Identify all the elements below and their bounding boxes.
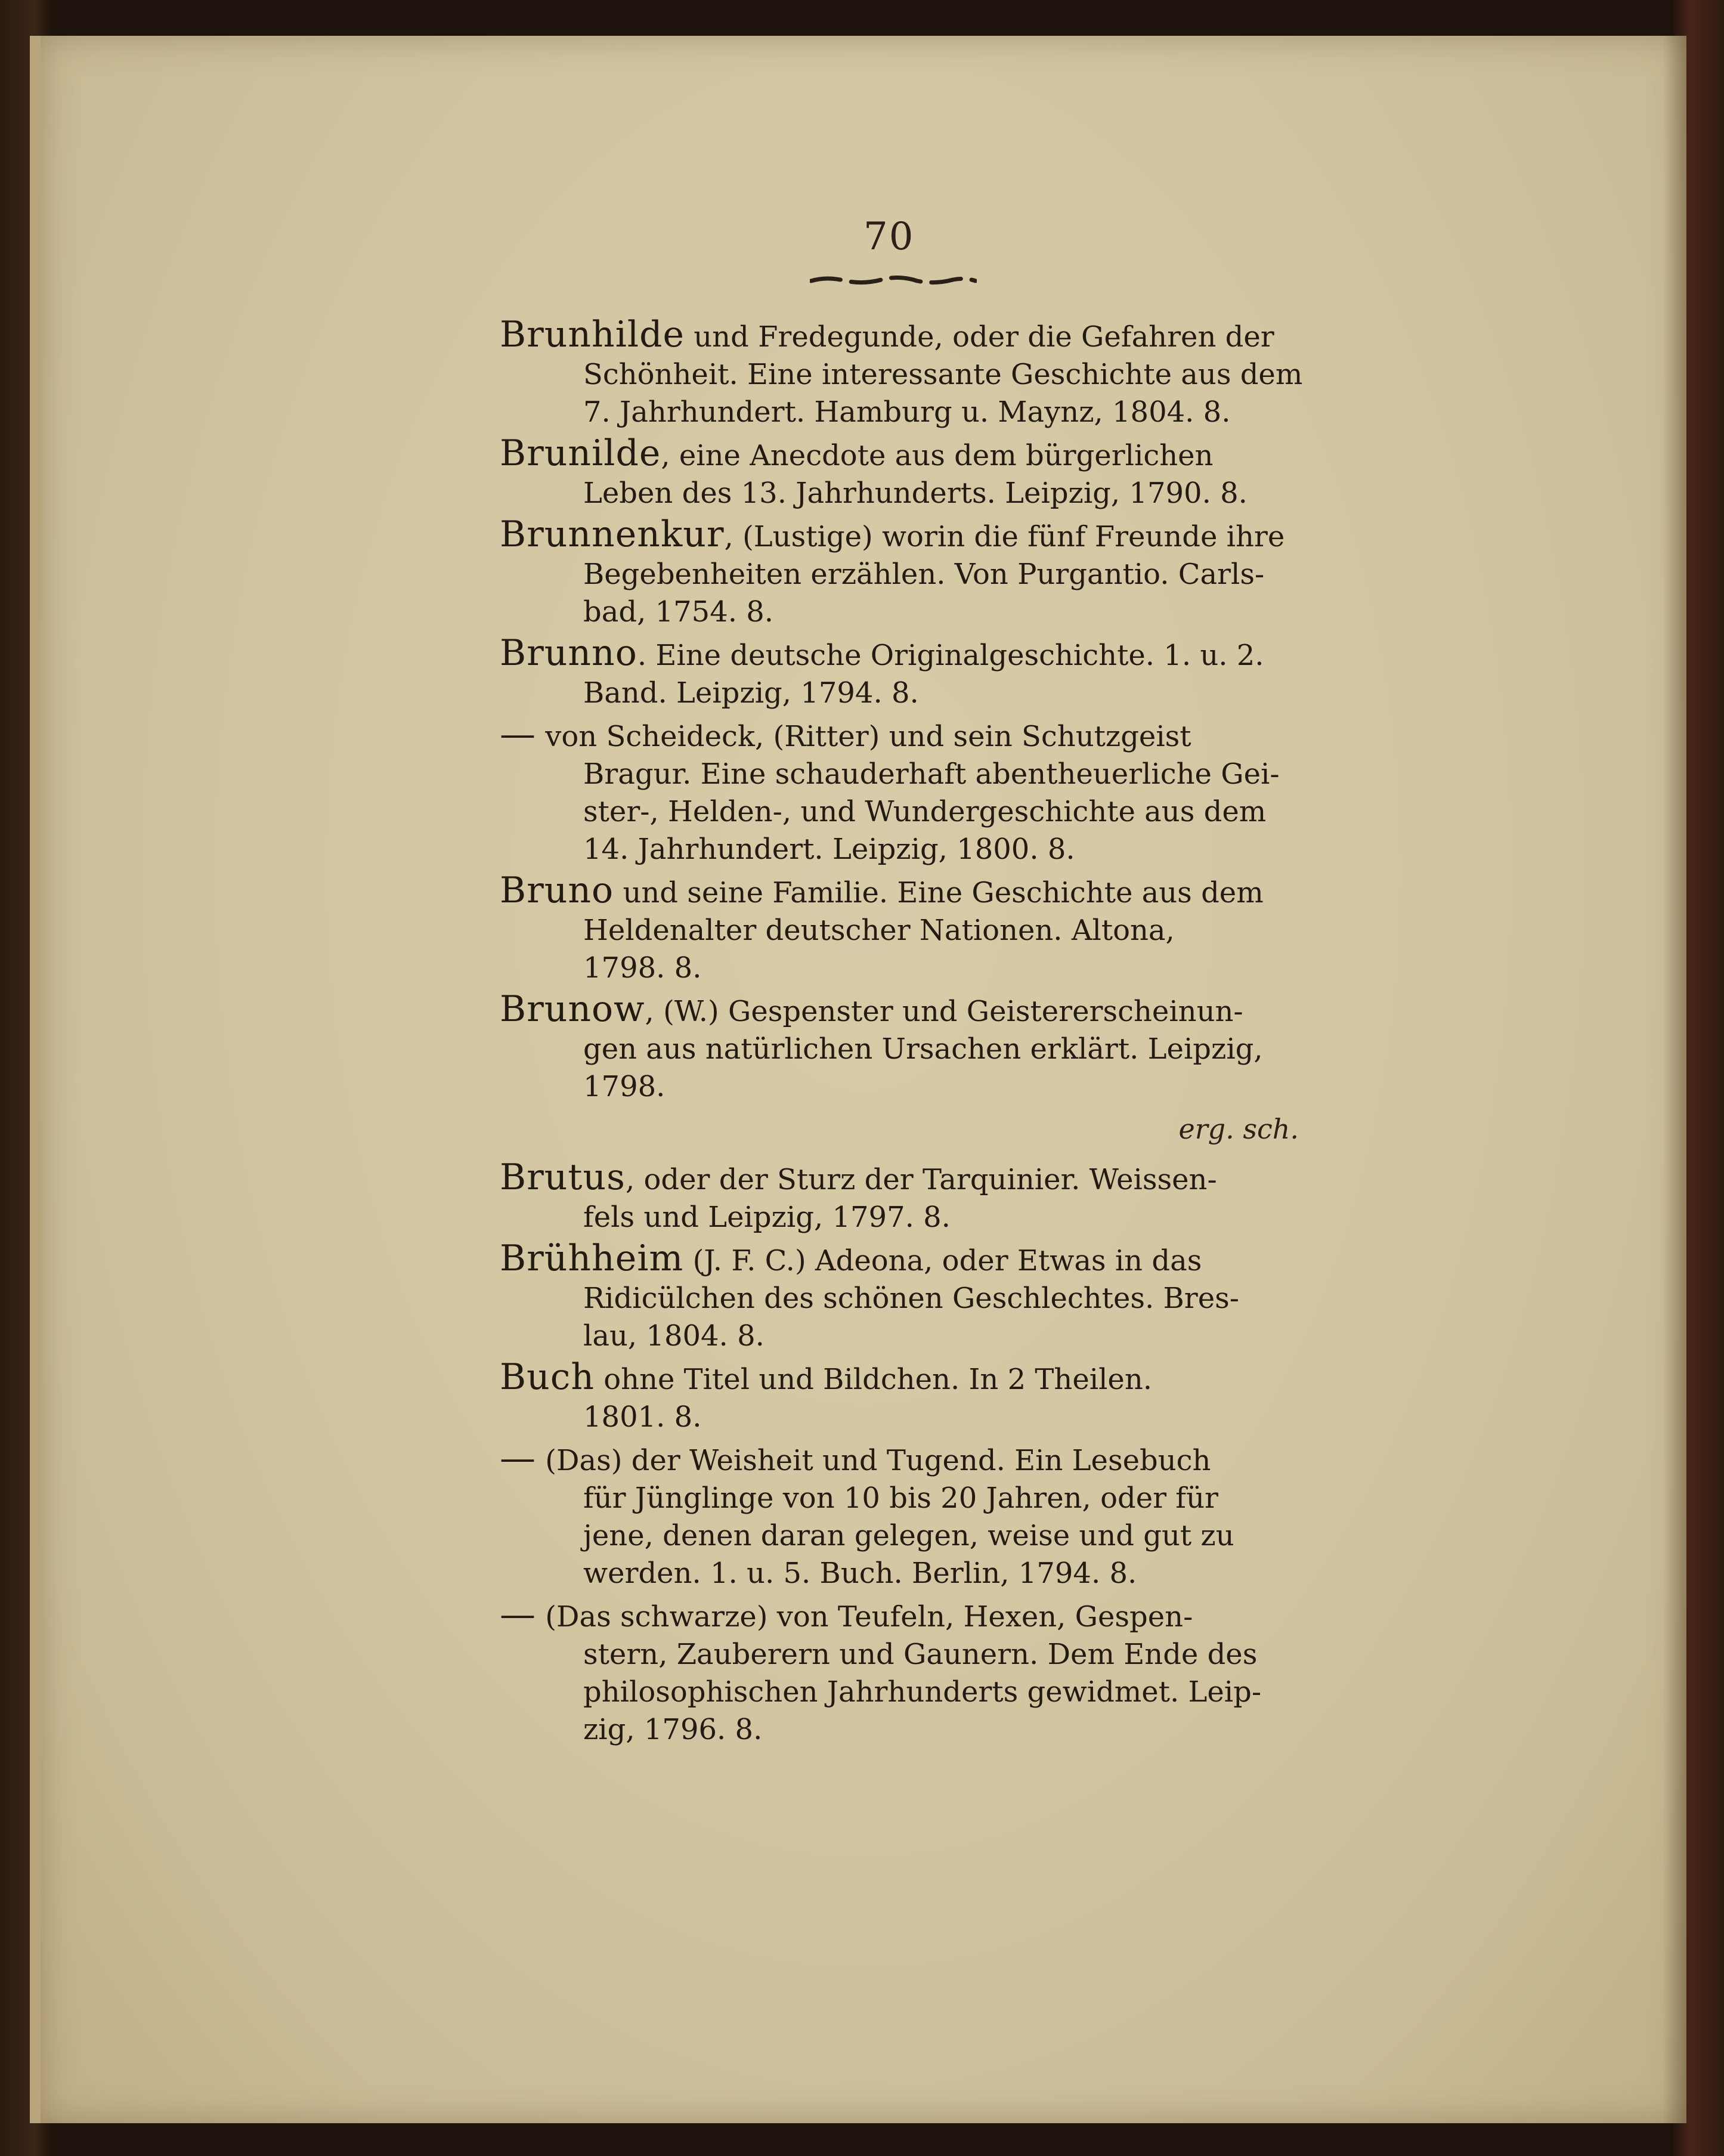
entry-text: bad, 1754. 8. [583,595,774,629]
catalogue-entries [500,316,1323,1752]
entry-continuation-line [500,1399,1323,1436]
entry-text: Heldenalter deutscher Nationen. Altona, [583,914,1175,947]
entry-continuation-line [500,475,1323,512]
entry-first-line [500,632,1323,675]
entry-continuation-line [500,556,1323,593]
entry-text: philosophischen Jahrhunderts gewidmet. Leip- [583,1675,1262,1709]
entry-headword: Brunow [500,988,645,1030]
entry-text: und seine Familie. Eine Geschichte aus dem [623,876,1264,910]
entry-continuation-line [500,1317,1323,1355]
entry-brunow [500,988,1323,1148]
entry-brunhilde [500,316,1323,431]
entry-continuation-line [500,756,1323,793]
entry-headword: Brutus [500,1156,626,1198]
entry-text: , eine Anecdote aus dem bürgerlichen [661,439,1214,472]
entry-continuation-line [500,949,1323,987]
entry-continuation-line [500,1517,1323,1555]
entry-text: Leben des 13. Jahrhunderts. Leipzig, 1790. 8. [583,477,1248,510]
entry-text: zig, 1796. 8. [583,1713,763,1746]
entry-text: , oder der Sturz der Tarquinier. Weissen- [625,1163,1217,1196]
entry-bruehheim [500,1240,1323,1355]
entry-continuation-line [500,394,1323,431]
entry-brunno [500,632,1323,712]
entry-text: werden. 1. u. 5. Buch. Berlin, 1794. 8. [583,1557,1137,1590]
entry-first-line [500,1596,1323,1636]
entry-first-line [500,1437,1323,1480]
ornament-rule [810,271,977,287]
entry-text: , (W.) Gespenster und Geistererscheinun- [645,995,1243,1028]
entry-text: und Fredegunde, oder die Gefahren der [694,320,1274,354]
entry-text: 1798. [583,1070,666,1103]
entry-continuation-line [500,912,1323,949]
entry-headword: Buch [500,1356,595,1398]
entry-first-line [500,872,1323,912]
entry-text: stern, Zauberern und Gaunern. Dem Ende des [583,1638,1258,1671]
entry-continuation-line [500,1031,1323,1068]
entry-first-line [500,432,1323,475]
entry-brunno-scheideck [500,713,1323,868]
entry-headword: Brunnenkur [500,514,725,555]
entry-continuation-line [500,1480,1323,1517]
entry-first-line [500,1240,1323,1280]
entry-text: für Jünglinge von 10 bis 20 Jahren, oder für [583,1481,1218,1515]
entry-first-line [500,1356,1323,1399]
entry-brunnenkur [500,516,1323,631]
entry-headword: — [500,1594,536,1635]
entry-signature: erg. sch. [1178,1113,1299,1145]
entry-headword: Brühheim [500,1238,684,1279]
entry-continuation-line [500,1068,1323,1106]
entry-headword: Brunno [500,632,637,674]
entry-first-line [500,316,1323,356]
entry-headword: — [500,1437,536,1479]
entry-text: 7. Jahrhundert. Hamburg u. Maynz, 1804. 8. [583,395,1231,429]
entry-continuation-line [500,593,1323,631]
entry-text: (Das schwarze) von Teufeln, Hexen, Gespen- [545,1600,1193,1634]
entry-continuation-line [500,831,1323,868]
entry-continuation-line [500,1711,1323,1749]
entry-text: fels und Leipzig, 1797. 8. [583,1201,951,1234]
entry-text: Band. Leipzig, 1794. 8. [583,676,919,710]
entry-continuation-line [500,1674,1323,1711]
entry-first-line [500,1156,1323,1199]
entry-text: jene, denen daran gelegen, weise und gut zu [583,1519,1234,1552]
entry-brunilde [500,432,1323,512]
entry-text: gen aus natürlichen Ursachen erklärt. Leipzig, [583,1032,1263,1066]
entry-text: Schönheit. Eine interessante Geschichte aus dem [583,358,1303,391]
entry-buch [500,1356,1323,1436]
entry-brutus [500,1156,1323,1236]
entry-text: ster-, Helden-, und Wundergeschichte aus dem [583,795,1267,828]
entry-continuation-line [500,356,1323,394]
entry-bruno [500,872,1323,987]
entry-text: 1801. 8. [583,1400,702,1434]
entry-buch-schwarze [500,1596,1323,1749]
entry-text: von Scheideck, (Ritter) und sein Schutzgeist [545,720,1191,753]
entry-headword: — [500,713,536,755]
entry-text: 1798. 8. [583,951,702,985]
page-number: 70 [863,215,915,259]
entry-text: Ridicülchen des schönen Geschlechtes. Bres- [583,1282,1239,1315]
entry-continuation-line [500,675,1323,712]
entry-headword: Brunhilde [500,314,685,355]
entry-text: Begebenheiten erzählen. Von Purgantio. Carls- [583,558,1265,591]
entry-continuation-line [500,1636,1323,1674]
entry-text: (Das) der Weisheit und Tugend. Ein Lesebuch [545,1444,1211,1477]
entry-buch-weisheit [500,1437,1323,1592]
entry-headword: Brunilde [500,432,661,474]
entry-continuation-line [500,1280,1323,1317]
entry-continuation-line [500,1555,1323,1592]
entry-first-line [500,713,1323,756]
entry-headword: Bruno [500,870,614,911]
entry-text: (J. F. C.) Adeona, oder Etwas in das [692,1244,1202,1277]
entry-text: 14. Jahrhundert. Leipzig, 1800. 8. [583,833,1075,866]
entry-continuation-line [500,1199,1323,1236]
entry-text: ohne Titel und Bildchen. In 2 Theilen. [603,1363,1153,1396]
entry-first-line [500,516,1323,556]
entry-text: . Eine deutsche Originalgeschichte. 1. u. 2. [637,639,1264,672]
book-page [30,36,1686,2123]
entry-first-line [500,988,1323,1031]
entry-continuation-line [500,793,1323,831]
entry-text: lau, 1804. 8. [583,1319,764,1353]
entry-text: Bragur. Eine schauderhaft abentheuerliche Gei- [583,757,1280,791]
entry-text: , (Lustige) worin die fünf Freunde ihre [724,520,1285,553]
